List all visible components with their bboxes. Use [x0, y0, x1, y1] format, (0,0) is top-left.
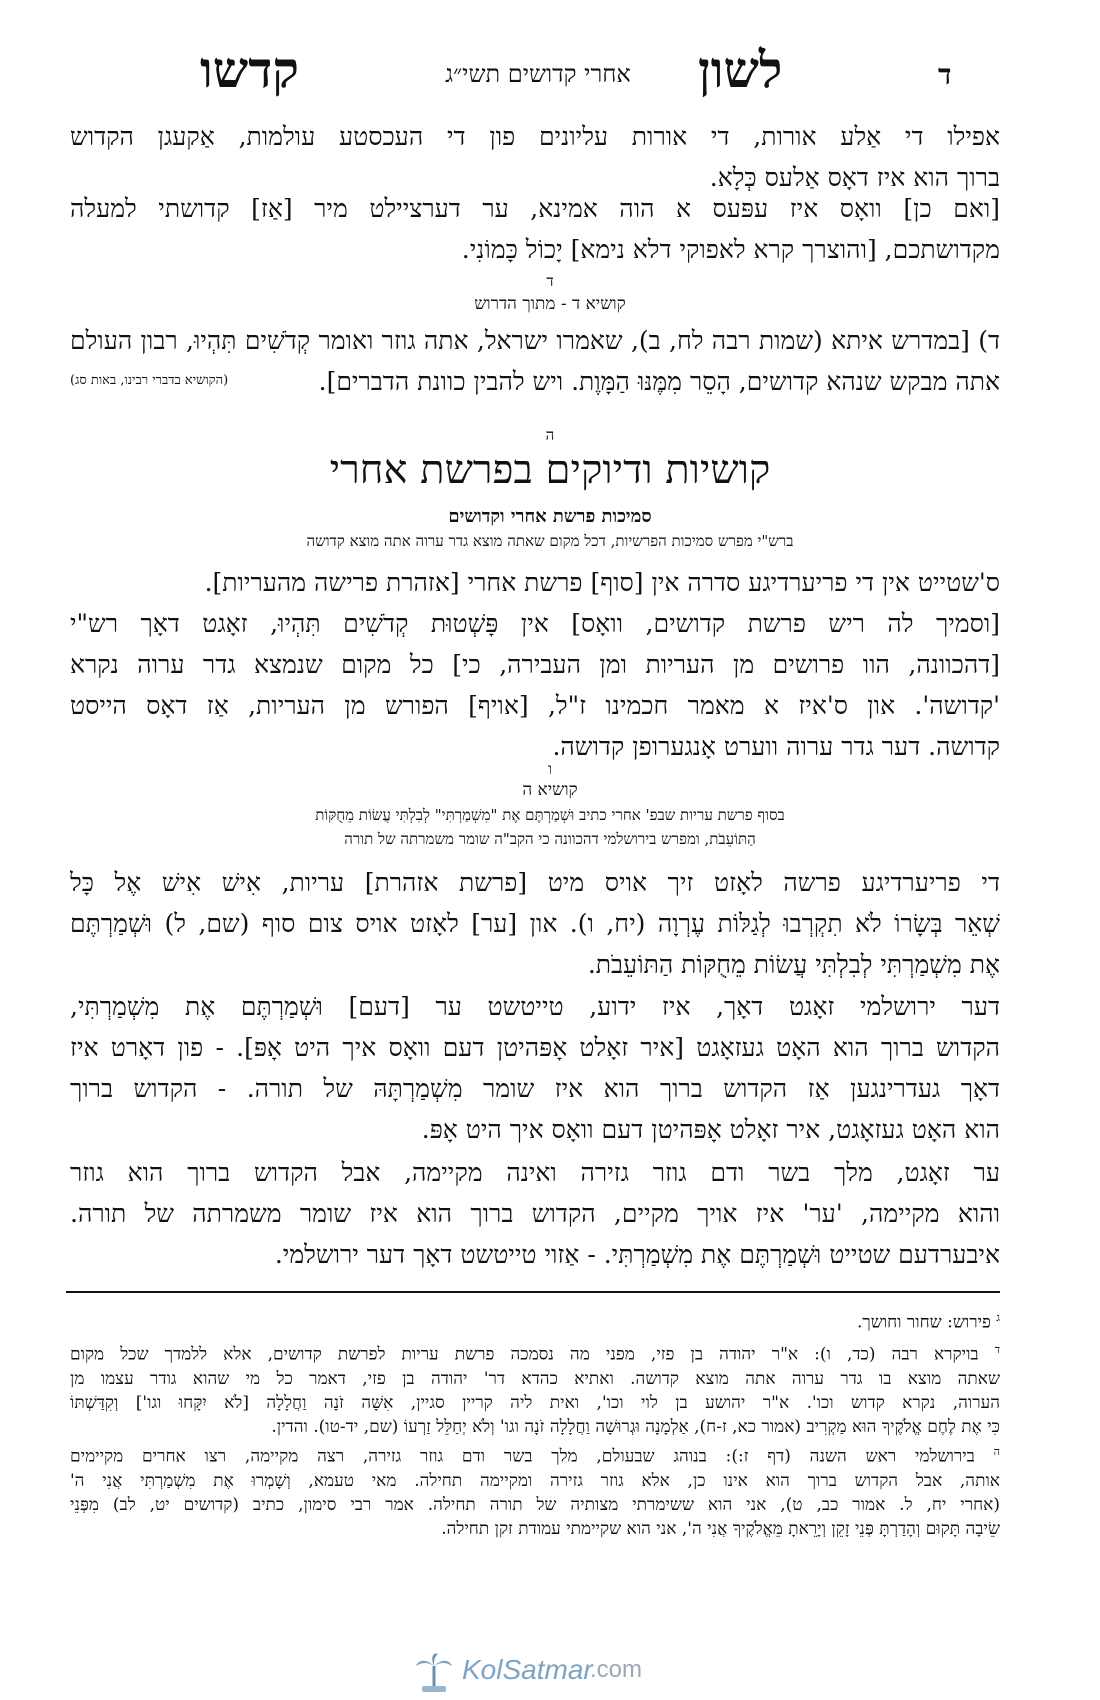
text-line: ס'שטייט אין די פריערדיגע סדרה אין [סוף] פרשת אחרי [אזהרת פרישה מהעריות]. — [204, 568, 1000, 597]
kushya-h-heading: קושיא ה — [522, 780, 578, 800]
section-title: קושיות ודיוקים בפרשת אחרי — [329, 447, 771, 493]
text-line: די פריערדיגע פרשה לאָזט זיך אויס מיט [פרשת אזהרת] עריות, אִישׁ אִישׁ אֶל כָּל — [70, 868, 1000, 897]
footnote-text: פירוש: שחור וחושך. — [856, 1312, 991, 1333]
section-letter-d: ד — [546, 272, 554, 290]
page-letter: ד — [938, 58, 952, 91]
kushya-d-heading: קושיא ד - מתוך הדרוש — [474, 294, 626, 314]
text-line: אתה מבקש שנהא קדושים, הָסֵר מִמֶּנּוּ הַמָּוֶת. ויש להבין כוונת הדברים]. — [318, 367, 1000, 396]
text-line: ברוך הוא איז דאָס אַלעס כְּלָא. — [709, 163, 1000, 192]
left-running-title: קדשו — [200, 40, 299, 99]
section-note: ברש"י מפרש סמיכות הפרשיות, דכל מקום שאתה מוצא גדר ערוה אתה מוצא קדושה — [306, 532, 794, 550]
intro-paragraph — [70, 116, 1000, 198]
text-line: הוא האָט געזאָגט, איר זאָלט אָפּהיטן דעם וואָס איך היט אָפּ. — [421, 1115, 1000, 1144]
text-line: [ואם כן] וואָס איז עפּעס א הוה אמינא, ער דערציילט מיר [אַז] קדושתי למעלה — [70, 194, 1000, 223]
section-letter-v: ו — [548, 760, 552, 778]
section-letter-h: ה — [545, 426, 555, 444]
kolsatmar-watermark — [412, 1650, 692, 1694]
section-subtitle: סמיכות פרשת אחרי וקדושים — [448, 506, 652, 527]
final-paragraph — [70, 1152, 1000, 1275]
text-line: איבערדעם שטייט וּשְׁמַרְתֶּם אֶת מִשְׁמַרְתִּי. - אַזוי טייטשט דאָך דער ירושלמי. — [274, 1240, 1000, 1269]
text-line: [דהכוונה, הוו פרושים מן העריות ומן העבירה, כי] כל מקום שנמצא גדר ערוה נקרא — [70, 650, 1000, 679]
watermark-brand: KolSatmar — [462, 1654, 593, 1685]
footnote-divider — [66, 1291, 1000, 1293]
center-running-title: אחרי קדושים תשי״ג — [445, 60, 631, 88]
section-v-paragraph — [70, 862, 1000, 985]
footnote-text: אותה, אבל הקדוש ברוך הוא אינו כן, אלא גוזר גזירה ומקיימה תחילה. מאי טעמא, וְשָׁמְרוּ אֶת מִשְׁמַרְתִּי אֲנִי ה' — [70, 1470, 1000, 1491]
text-line: מקדושתכם, [והוצרך קרא לאפוקי דלא נימא] יָכוֹל כָּמוֹנִי. — [461, 235, 1000, 264]
text-line: 'קדושה'. און ס'איז א מאמר חכמינו ז"ל, [אויף] הפורש מן העריות, אַז דאָס הייסט — [70, 691, 1000, 720]
palm-tree-icon — [412, 1650, 456, 1694]
footnote-text: הערוה, נקרא קדוש וכו'. א"ר יהושע בן לוי וכו', ואית ליה קריין סגיין, אִשָּׁה זֹנָה וַחֲלָלָה [לֹא יִקָּחוּ וגו'] וְקִדַּשְׁתּוֹ — [70, 1392, 1000, 1413]
kushya-h-note-2: הַתּוֹעֵבֹת, ומפרש בירושלמי דהכוונה כי הקב"ה שומר משמרתה של תורה — [344, 830, 756, 848]
footnote — [70, 1306, 1000, 1335]
footnote-mark: ג — [996, 1311, 1000, 1324]
footnote-mark: ד — [994, 1343, 1000, 1356]
text-line: ד) [במדרש איתא (שמות רבה לח, ב), שאמרו ישראל, אתה גוזר ואומר קְדֹשִׁים תִּהְיוּ, רבון העולם — [70, 326, 1000, 355]
footnote-text: שאתה מוצא בו גדר ערוה אתה מוצא קדושה. ואתיא כהדא דר' יהודה בן פזי, דאמר כל מי שהוא גודר עצמו מן — [70, 1368, 1000, 1389]
footnote-text: כִּי אֶת לֶחֶם אֱלֹקֶיךָ הוּא מַקְרִיב (אמור כא, ז-ח), אַלְמָנָה וּגְרוּשָׁה וַחֲלָלָה זֹנָה וגו' וְלֹא יְחַלֵּל זַרְעוֹ (שם, יד-טו). והדין. — [271, 1416, 1000, 1437]
footnote-text: בויקרא רבה (כד, ו): א"ר יהודה בן פזי, מפני מה נסמכה פרשת עריות לפרשת קדושים, אלא ללמדך שכל מקום — [70, 1344, 979, 1365]
text-line: אֶת מִשְׁמַרְתִּי לְבִלְתִּי עֲשׂוֹת מֵחֻקּוֹת הַתּוֹעֵבֹת. — [587, 950, 1000, 979]
text-line: קדושה. דער גדר ערוה ווערט אָנגערופן קדושה. — [552, 732, 1000, 761]
text-line: [וסמיך לה ריש פרשת קדושים, וואָס] אין פָּשְׁטוּת קְדֹשִׁים תִּהְיוּ, זאָגט דאָך רש"י — [70, 609, 1000, 638]
text-line: שְׁאֵר בְּשָׂרוֹ לֹא תִקְרְבוּ לְגַלּוֹת עֶרְוָה (יח, ו). און [ער] לאָזט אויס צום סוף (שם, ל) וּשְׁמַרְתֶּם — [70, 909, 1000, 938]
text-line: הקדוש ברוך הוא האָט געזאָגט [איר זאָלט אָפּהיטן דעם וואָס איך היט אָפּ]. - פון דאָרט איז — [70, 1033, 1000, 1062]
footnote-text: בירושלמי ראש השנה (דף ז:): בנוהג שבעולם, מלך בשר ודם גוזר גזירה, רצה מקיימה, רצו אחרים מקיימים — [70, 1446, 975, 1467]
right-running-title: לשון — [698, 40, 783, 99]
footnote-text: (אחרי יח, ל. אמור כב, ט), אני הוא ששימרתי מצותיה של תורה תחילה. אמר רבי סימון, כתיב (קדושים יט, לב) מִפְּנֵי — [70, 1494, 1000, 1515]
watermark-domain: .com — [590, 1656, 643, 1683]
section-d-paragraph — [70, 320, 1000, 402]
text-line: והוא מקיימה, 'ער' איז אויך מקיים, הקדוש ברוך הוא איז שומר משמרתה של תורה. — [70, 1199, 1000, 1228]
footnote-text: שֵׂיבָה תָּקוּם וְהָדַרְתָּ פְּנֵי זָקֵן וְיָרֵאתָ מֵּאֱלֹקֶיךָ אֲנִי ה', אני הוא שקיימתי עמודת זקן תחילה. — [441, 1518, 1000, 1539]
footnote-mark: ה — [993, 1445, 1000, 1458]
kushya-h-note-1: בסוף פרשת עריות שבפ' אחרי כתיב וּשְׁמַרְתֶּם אֶת "מִשְׁמַרְתִּי" לְבִלְתִּי עֲשׂוֹת מֵחֻקּוֹת — [315, 806, 785, 824]
yerushalmi-paragraph — [70, 986, 1000, 1150]
section-h-paragraph — [70, 562, 1000, 767]
footnote — [70, 1440, 1000, 1541]
text-line: דאָך געדרינגען אַז הקדוש ברוך הוא איז שומר מִשְׁמַרְתָּהּ של תורה. - הקדוש ברוך — [70, 1074, 1000, 1103]
section-d-note: (הקושיא בדברי רבינו, באות סג) — [70, 373, 229, 388]
text-line: ער זאָגט, מלך בשר ודם גוזר גזירה ואינה מקיימה, אבל הקדוש ברוך הוא גוזר — [70, 1158, 1000, 1187]
text-line: אפילו די אַלע אורות, די אורות עליונים פון די העכסטע עולמות, אַקעגן הקדוש — [70, 122, 1000, 151]
vaim-paragraph — [70, 188, 1000, 270]
footnote — [70, 1338, 1000, 1439]
text-line: דער ירושלמי זאָגט דאָך, איז ידוע, טייטשט ער [דעם] וּשְׁמַרְתֶּם אֶת מִשְׁמַרְתִּי, — [70, 992, 1000, 1021]
